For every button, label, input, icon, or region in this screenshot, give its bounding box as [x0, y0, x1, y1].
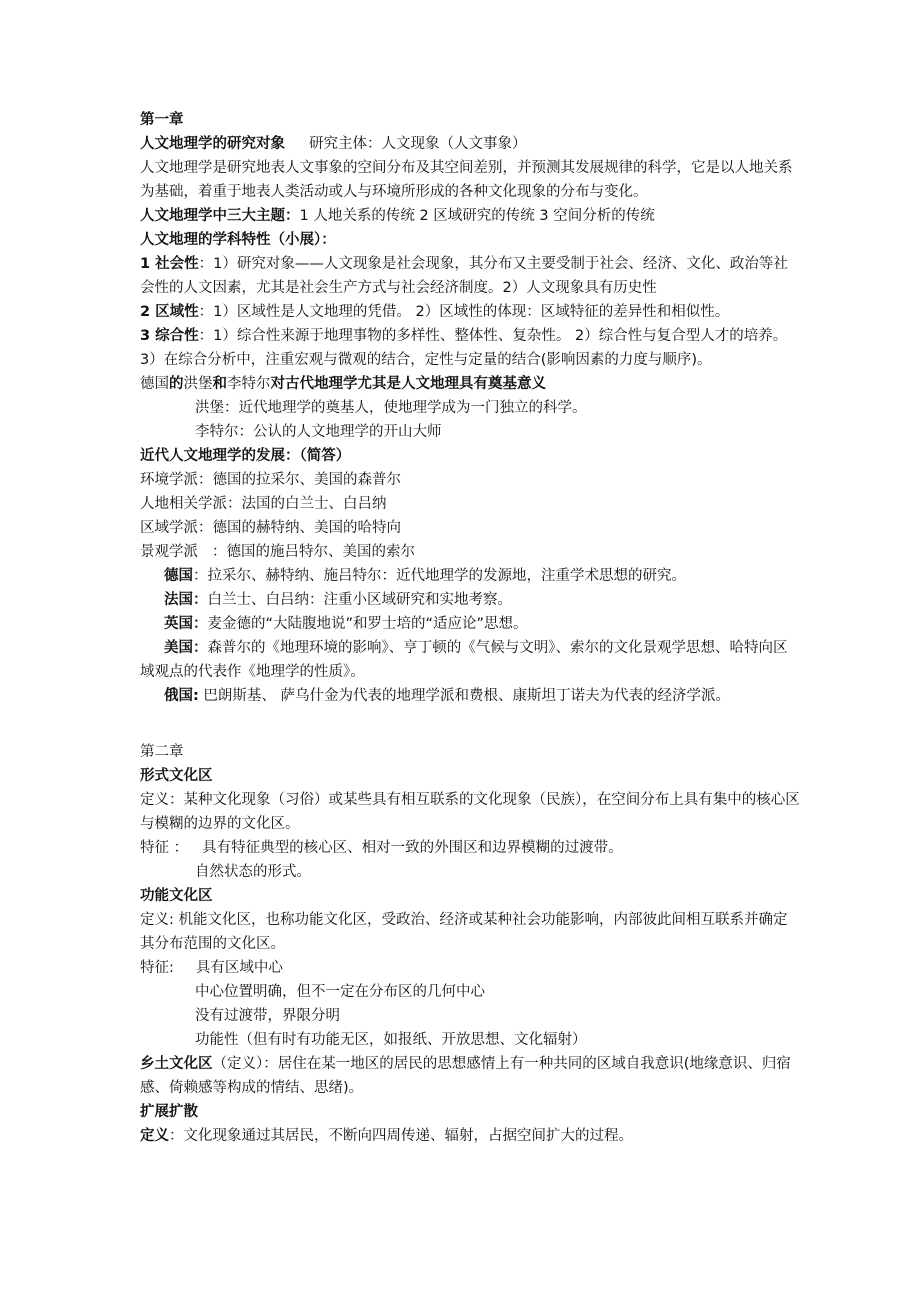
german-founders-p1: 德国: [140, 376, 169, 392]
expansion-diffusion-title: 扩展扩散: [140, 1104, 198, 1120]
functional-region-feature-4: 功能性（但有时有功能无区，如报纸、开放思想、文化辐射）: [195, 1032, 587, 1048]
humboldt-line: 洪堡：近代地理学的奠基人，使地理学成为一门独立的科学。: [195, 400, 587, 416]
chapter-2-title: 第二章: [140, 744, 184, 760]
school-text: ：法国的白兰士、白吕纳: [227, 496, 387, 512]
school-text: ：德国的施吕特尔、美国的索尔: [212, 544, 415, 560]
formal-region-title: 形式文化区: [140, 768, 213, 784]
trait-social: [140, 252, 800, 300]
country-text: 森普尔的《地理环境的影响》、亨丁顿的《气候与文明》、索尔的文化景观学思想、哈特向区域观点的代表作《地理学的性质》。: [140, 640, 788, 680]
trait-regional-text: ：1）区域性是人文地理的凭借。 2）区域性的体现：区域特征的差异性和相似性。: [198, 304, 730, 320]
trait-comprehensive: [140, 324, 800, 372]
three-themes-line: [140, 204, 800, 228]
vernacular-region-label: 乡土文化区: [140, 1056, 213, 1072]
document-page: [140, 108, 800, 1148]
country-text: ：拉采尔、赫特纳、施吕特尔：近代地理学的发源地，注重学术思想的研究。: [193, 568, 686, 584]
country-usa: [140, 636, 800, 684]
german-founders-p6: 对古代地理学尤其是人文地理具有奠基意义: [270, 376, 546, 392]
feature-text: 具有区域中心: [195, 960, 283, 976]
functional-region-feature-2: 中心位置明确，但不一定在分布区的几何中心: [195, 984, 485, 1000]
trait-social-label: 1 社会性: [140, 256, 199, 272]
country-label: 法国：: [164, 592, 208, 608]
school-name: 人地相关学派: [140, 496, 227, 512]
trait-comprehensive-label: 3 综合性: [140, 328, 199, 344]
three-themes-label: 人文地理学中三大主题：: [140, 208, 300, 224]
school-name: 景观学派: [140, 544, 198, 560]
german-founders-p5: 李特尔: [227, 376, 271, 392]
functional-region-feature-1: [140, 956, 800, 980]
definition-text: ：文化现象通过其居民，不断向四周传递、辐射，占据空间扩大的过程。: [169, 1128, 633, 1144]
formal-region-feature-2: 自然状态的形式。: [195, 864, 311, 880]
chapter-1-title: 第一章: [140, 112, 184, 128]
functional-region-feature-3: 没有过渡带，界限分明: [195, 1008, 340, 1024]
german-founders-p4: 和: [212, 376, 227, 392]
school-text: ：德国的拉采尔、美国的森普尔: [198, 472, 401, 488]
formal-region-feature-1: [140, 836, 800, 860]
country-france: [140, 588, 800, 612]
research-object-label: 人文地理学的研究对象: [140, 136, 285, 152]
feature-text: 具有特征典型的核心区、相对一致的外围区和边界模糊的过渡带。: [202, 840, 623, 856]
german-founders-p3: 洪堡: [183, 376, 213, 392]
modern-development-title: 近代人文地理学的发展：（简答）: [140, 448, 351, 464]
definition-paragraph: 人文地理学是研究地表人文事象的空间分布及其空间差别，并预测其发展规律的科学，它是以人地关系为基础，着重于地表人类活动或人与环境所形成的各种文化现象的分布与变化。: [140, 160, 793, 200]
country-russia: [140, 684, 800, 708]
functional-region-title: 功能文化区: [140, 888, 213, 904]
country-label: 德国: [164, 568, 193, 584]
research-object-text: 研究主体：人文现象（人文事象）: [309, 136, 527, 152]
school-landscape: [140, 540, 800, 564]
school-text: ：德国的赫特纳、美国的哈特向: [198, 520, 401, 536]
trait-regional: [140, 300, 800, 324]
research-object-line: [140, 132, 800, 156]
country-text: 巴朗斯基、 萨乌什金为代表的地理学派和费根、康斯坦丁诺夫为代表的经济学派。: [198, 688, 731, 704]
vernacular-region-text: （定义）：居住在某一地区的居民的思想感情上有一种共同的区域自我意识(地缘意识、归宿感、倚赖感等构成的情结、思绪)。: [140, 1056, 791, 1096]
school-environment: [140, 468, 800, 492]
functional-region-definition: 定义: 机能文化区，也称功能文化区，受政治、经济或某种社会功能影响，内部彼此间相互联系并确定其分布范围的文化区。: [140, 912, 788, 952]
school-man-land: [140, 492, 800, 516]
feature-label: 特征:: [140, 960, 174, 976]
country-text: 麦金德的“大陆腹地说”和罗士培的“适应论”思想。: [207, 616, 528, 632]
country-text: 白兰士、白吕纳：注重小区域研究和实地考察。: [207, 592, 512, 608]
vernacular-region-paragraph: [140, 1052, 800, 1100]
discipline-traits-title: 人文地理的学科特性（小展）：: [140, 232, 336, 248]
country-label: 美国：: [164, 640, 208, 656]
country-label: 英国：: [164, 616, 208, 632]
ritter-line: 李特尔：公认的人文地理学的开山大师: [195, 424, 442, 440]
school-regional: [140, 516, 800, 540]
trait-regional-label: 2 区域性: [140, 304, 199, 320]
country-label: 俄国:: [164, 688, 199, 704]
german-founders-p2: 的: [169, 376, 184, 392]
country-germany: [140, 564, 800, 588]
trait-social-text: ：1）研究对象——人文现象是社会现象，其分布又主要受制于社会、经济、文化、政治等社会性的人文因素，尤其是社会生产方式与社会经济制度。2）人文现象具有历史性: [140, 256, 788, 296]
three-themes-text: 1 人地关系的传统 2 区域研究的传统 3 空间分析的传统: [299, 208, 655, 224]
trait-comprehensive-text: ：1）综合性来源于地理事物的多样性、整体性、复杂性。 2）综合性与复合型人才的培养。 3）在综合分析中，注重宏观与微观的结合，定性与定量的结合(影响因素的力度与顺序)。: [140, 328, 788, 368]
country-uk: [140, 612, 800, 636]
chapter-spacer: [140, 708, 800, 740]
school-name: 区域学派: [140, 520, 198, 536]
school-name: 环境学派: [140, 472, 198, 488]
expansion-diffusion-definition: [140, 1124, 800, 1148]
formal-region-definition: 定义：某种文化现象（习俗）或某些具有相互联系的文化现象（民族），在空间分布上具有集中的核心区与模糊的边界的文化区。: [140, 792, 800, 832]
feature-label: 特征 ：: [140, 840, 189, 856]
german-founders-line: [140, 372, 800, 396]
definition-label: 定义: [140, 1128, 169, 1144]
